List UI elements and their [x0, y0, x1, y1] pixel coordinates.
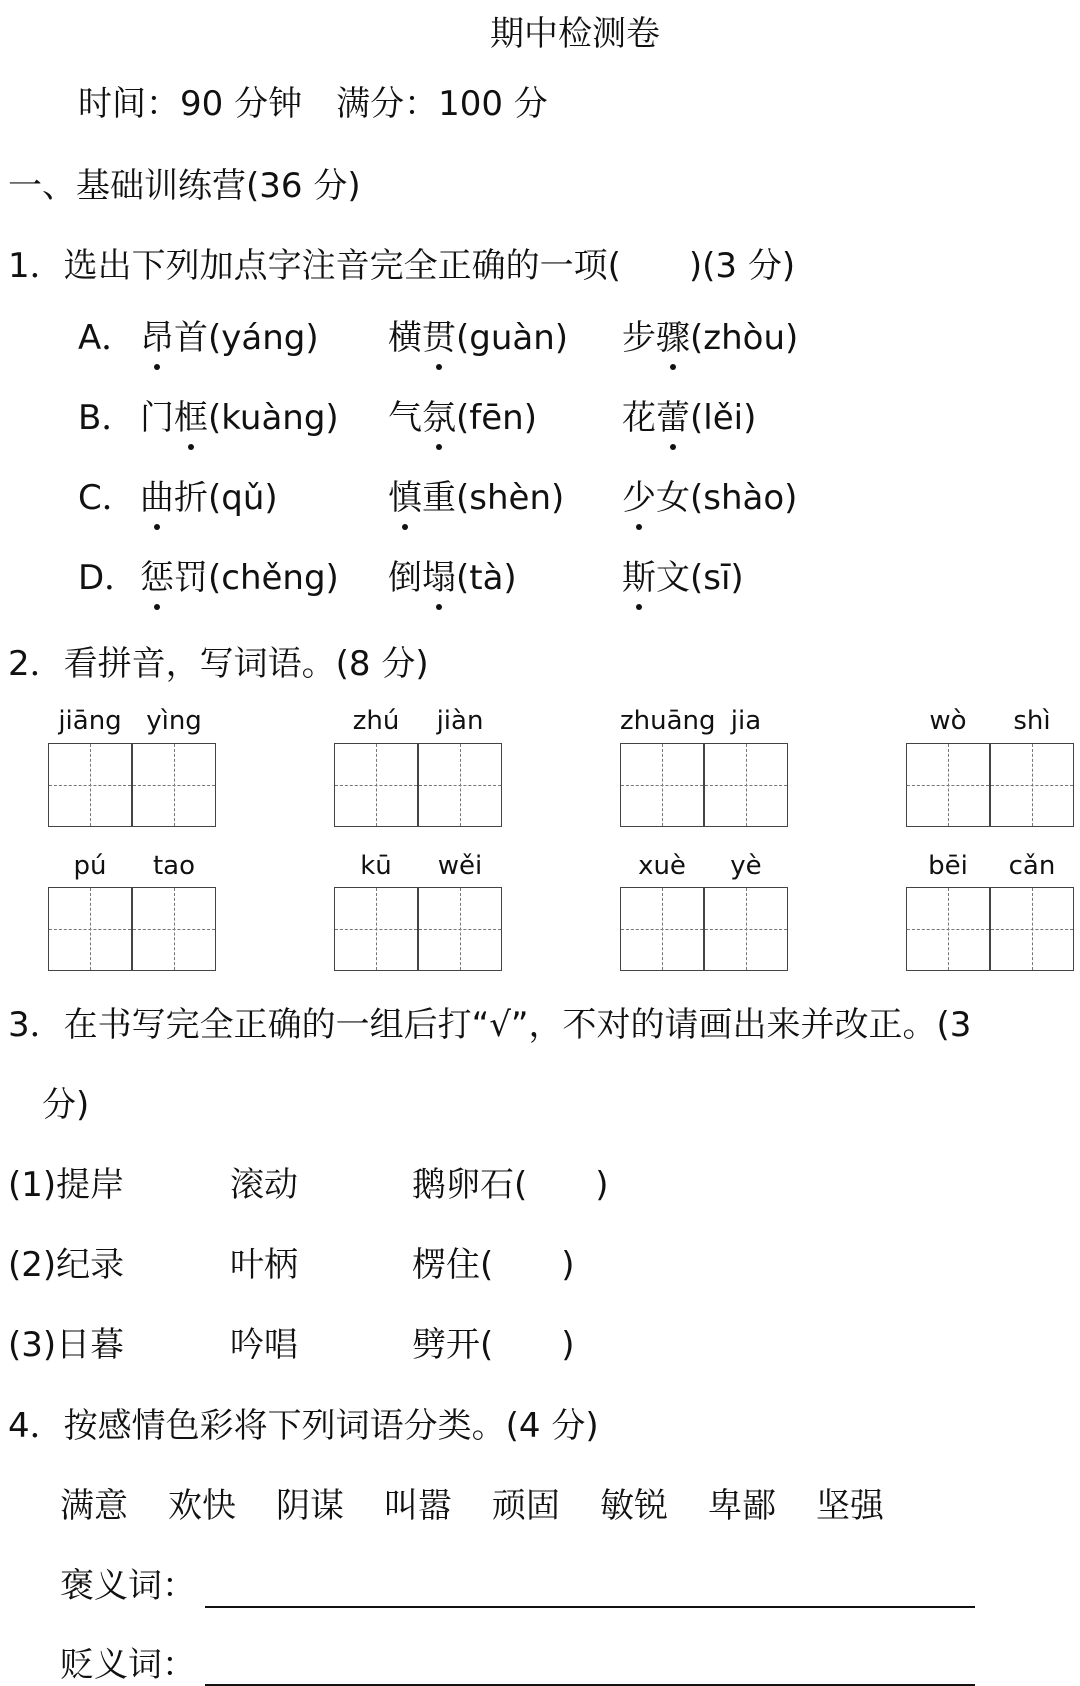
- word-char: 横: [388, 318, 422, 358]
- answer-item[interactable]: 楞住( ): [412, 1245, 575, 1285]
- page-title: 期中检测卷: [490, 14, 660, 54]
- writing-box[interactable]: [418, 887, 502, 971]
- writing-box[interactable]: [990, 887, 1074, 971]
- word-item: (1)提岸: [8, 1165, 125, 1205]
- word-bank-item: 满意: [60, 1486, 128, 1526]
- pinyin-label: bēi: [928, 851, 968, 881]
- option-word: [140, 398, 339, 438]
- word-char: 步: [622, 318, 656, 358]
- word-bank-item: 敏锐: [600, 1486, 668, 1526]
- option-word: [388, 398, 537, 438]
- exam-meta: 时间：90 分钟 满分：100 分: [78, 84, 548, 124]
- pinyin-label: shì: [1013, 706, 1051, 736]
- word-rest: 重(shèn): [422, 478, 565, 518]
- word-rest: (kuàng): [208, 398, 339, 438]
- dotted-char: 少: [622, 478, 656, 518]
- option-label[interactable]: B．: [78, 398, 136, 438]
- pinyin-label: jiàn: [436, 706, 484, 736]
- writing-box[interactable]: [48, 887, 132, 971]
- writing-box[interactable]: [704, 743, 788, 827]
- dotted-char: 蕾: [656, 398, 690, 438]
- question-1-stem: 1．选出下列加点字注音完全正确的一项( )(3 分): [8, 246, 796, 286]
- pinyin-label: yìng: [146, 706, 202, 736]
- option-word: [388, 558, 517, 598]
- answer-item[interactable]: 鹅卵石( ): [412, 1165, 609, 1205]
- writing-box[interactable]: [704, 887, 788, 971]
- word-rest: (guàn): [456, 318, 569, 358]
- option-label[interactable]: C．: [78, 478, 136, 518]
- writing-box[interactable]: [990, 743, 1074, 827]
- word-rest: 罚(chěng): [174, 558, 339, 598]
- positive-label: 褒义词：: [60, 1566, 196, 1606]
- word-rest: (tà): [456, 558, 517, 598]
- dotted-char: 塌: [422, 558, 456, 598]
- word-bank-item: 顽固: [492, 1486, 560, 1526]
- dotted-char: 曲: [140, 478, 174, 518]
- writing-box[interactable]: [620, 887, 704, 971]
- writing-box[interactable]: [418, 743, 502, 827]
- pinyin-label: jiāng: [58, 706, 122, 736]
- positive-answer-line[interactable]: [205, 1606, 975, 1608]
- writing-box[interactable]: [620, 743, 704, 827]
- dotted-char: 骤: [656, 318, 690, 358]
- option-word: [622, 398, 756, 438]
- word-rest: (fēn): [456, 398, 537, 438]
- option-word: [388, 318, 568, 358]
- word-char: 门: [140, 398, 174, 438]
- pinyin-label: wò: [929, 706, 967, 736]
- word-char: 气: [388, 398, 422, 438]
- section-heading: 一、基础训练营(36 分): [8, 166, 361, 206]
- word-bank-item: 阴谋: [276, 1486, 344, 1526]
- writing-box[interactable]: [132, 743, 216, 827]
- pinyin-label: yè: [730, 851, 762, 881]
- option-word: [622, 558, 744, 598]
- word-rest: 女(shào): [656, 478, 798, 518]
- writing-box[interactable]: [906, 743, 990, 827]
- option-word: [140, 558, 339, 598]
- word-bank-item: 坚强: [816, 1486, 884, 1526]
- option-label[interactable]: A．: [78, 318, 136, 358]
- question-3-stem-cont: 分): [42, 1085, 90, 1125]
- pinyin-label: xuè: [638, 851, 686, 881]
- writing-box[interactable]: [334, 743, 418, 827]
- word-item: (3)日暮: [8, 1325, 125, 1365]
- dotted-char: 昂: [140, 318, 174, 358]
- pinyin-label: kū: [360, 851, 392, 881]
- dotted-char: 斯: [622, 558, 656, 598]
- dotted-char: 慎: [388, 478, 422, 518]
- word-item: 叶柄: [230, 1245, 298, 1285]
- question-3-stem: 3．在书写完全正确的一组后打“√”，不对的请画出来并改正。(3: [8, 1005, 972, 1045]
- pinyin-label: wěi: [437, 851, 483, 881]
- word-rest: 文(sī): [656, 558, 744, 598]
- negative-label: 贬义词：: [60, 1645, 196, 1685]
- option-word: [140, 318, 319, 358]
- word-item: (2)纪录: [8, 1245, 125, 1285]
- word-rest: (lěi): [690, 398, 757, 438]
- writing-box[interactable]: [132, 887, 216, 971]
- option-word: [622, 318, 798, 358]
- word-bank-item: 卑鄙: [708, 1486, 776, 1526]
- option-word: [388, 478, 564, 518]
- dotted-char: 氛: [422, 398, 456, 438]
- dotted-char: 贯: [422, 318, 456, 358]
- word-item: 吟唱: [230, 1325, 298, 1365]
- option-word: [140, 478, 278, 518]
- word-bank-item: 叫嚣: [384, 1486, 452, 1526]
- word-rest: (zhòu): [690, 318, 799, 358]
- question-2-stem: 2．看拼音，写词语。(8 分): [8, 644, 429, 684]
- pinyin-label: zhuāng: [620, 706, 716, 736]
- pinyin-label: zhú: [352, 706, 400, 736]
- answer-item[interactable]: 劈开( ): [412, 1325, 575, 1365]
- word-bank-item: 欢快: [168, 1486, 236, 1526]
- word-rest: 折(qǔ): [174, 478, 278, 518]
- pinyin-label: tao: [152, 851, 196, 881]
- word-char: 花: [622, 398, 656, 438]
- word-rest: 首(yáng): [174, 318, 319, 358]
- writing-box[interactable]: [906, 887, 990, 971]
- pinyin-label: cǎn: [1008, 851, 1056, 881]
- dotted-char: 框: [174, 398, 208, 438]
- pinyin-label: pú: [73, 851, 107, 881]
- option-word: [622, 478, 797, 518]
- word-item: 滚动: [230, 1165, 298, 1205]
- writing-box[interactable]: [334, 887, 418, 971]
- pinyin-label: jia: [730, 706, 762, 736]
- writing-box[interactable]: [48, 743, 132, 827]
- dotted-char: 惩: [140, 558, 174, 598]
- option-label[interactable]: D．: [78, 558, 139, 598]
- word-char: 倒: [388, 558, 422, 598]
- question-4-stem: 4．按感情色彩将下列词语分类。(4 分): [8, 1406, 599, 1446]
